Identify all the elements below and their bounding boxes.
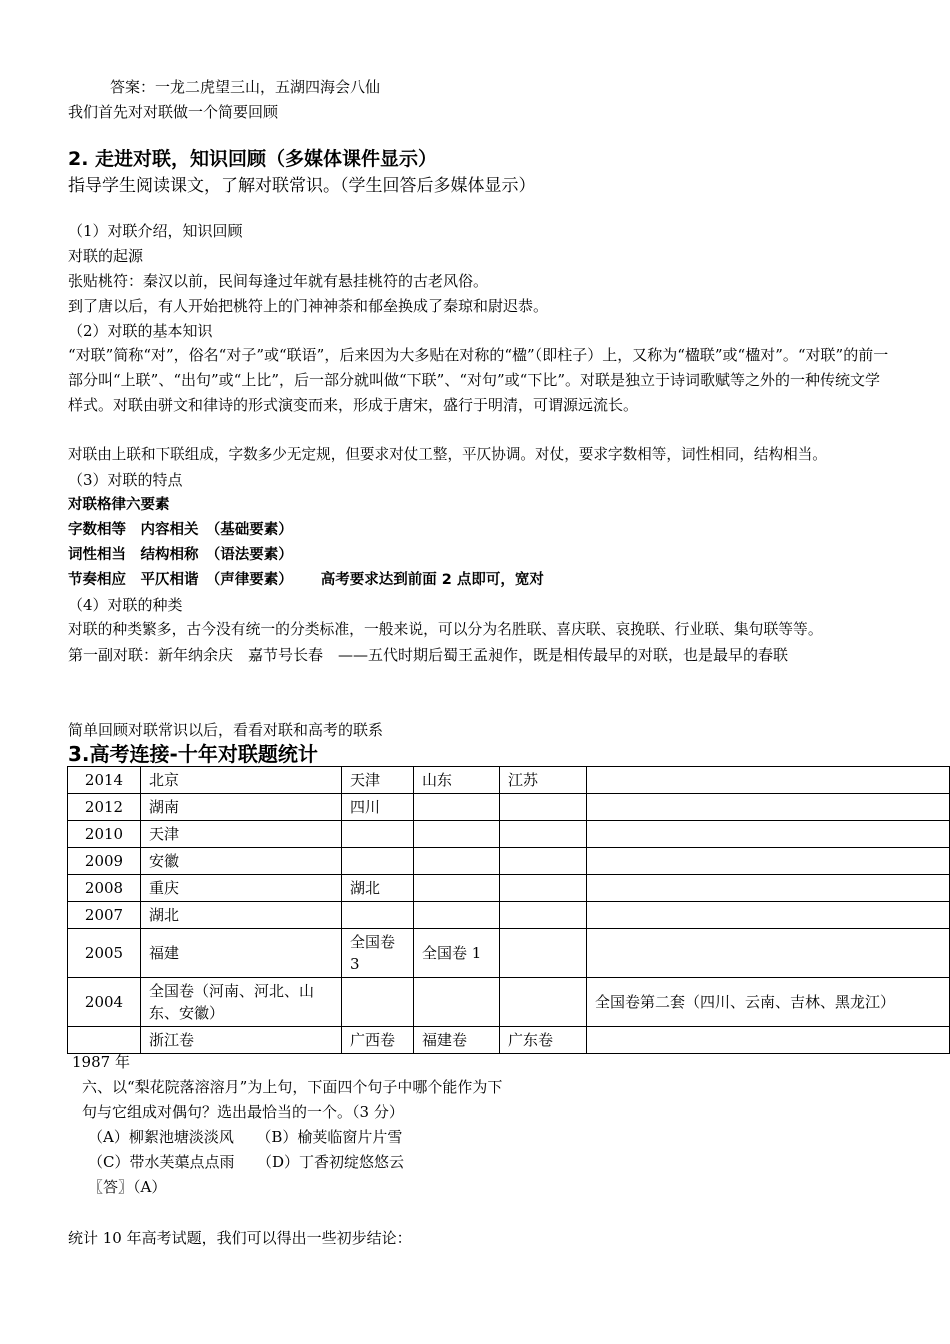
intro-line: 我们首先对对联做一个简要回顾: [68, 103, 279, 121]
section2-heading-rest: 指导学生阅读课文，了解对联常识。（学生回答后多媒体显示）: [68, 176, 536, 196]
table-row: [68, 875, 950, 902]
year-cell: 2004: [68, 978, 141, 1027]
part4-line2: 第一副对联：新年纳余庆 嘉节号长春 ——五代时期后蜀王孟昶作，既是相传最早的对联，也是最早的春联: [68, 646, 789, 664]
province-cell: 广东卷: [500, 1027, 587, 1054]
province-cell: 江苏: [500, 767, 587, 794]
province-cell: [500, 848, 587, 875]
province-cell: [414, 902, 500, 929]
part1-title: （1）对联介绍，知识回顾: [68, 222, 243, 240]
part1-line1: 张贴桃符：秦汉以前，民间每逢过年就有悬挂桃符的古老风俗。: [68, 272, 489, 290]
section3-heading: 3.高考连接-十年对联题统计: [68, 742, 318, 766]
province-cell: 四川: [342, 794, 414, 821]
province-cell: 湖北: [141, 902, 342, 929]
province-cell: [342, 902, 414, 929]
question-answer: 〖答〗（A）: [88, 1178, 167, 1196]
rule-2: 词性相当 结构相称 （语法要素）: [68, 547, 293, 563]
province-cell: [414, 978, 500, 1027]
province-cell: 北京: [141, 767, 342, 794]
year-cell: 2005: [68, 929, 141, 978]
year-cell: 2008: [68, 875, 141, 902]
province-cell: [414, 794, 500, 821]
part2-line: 对联由上联和下联组成，字数多少无定规，但要求对仗工整，平仄协调。对仗，要求字数相等，词性相同，结构相当。: [68, 446, 827, 463]
table-row: [68, 978, 950, 1027]
province-cell: [414, 821, 500, 848]
province-cell: [500, 978, 587, 1027]
year-cell: 2007: [68, 902, 141, 929]
province-cell: 福建卷: [414, 1027, 500, 1054]
province-cell: [500, 794, 587, 821]
province-cell: [414, 875, 500, 902]
part2-paragraph: “对联”简称“对”，俗名“对子”或“联语”，后来因为大多贴在对称的“楹”（即柱子）上，又称为“楹联”或“楹对”。“对联”的前一部分叫“上联”、“出句”或“上比”，后一部分就叫做“下联”、“对句”或“下比”。对联是独立于诗词歌赋等之外的一种传统文学样式。对联由骈文和律诗的形式演变而来，形成于唐宋，盛行于明清，可谓源远流长。: [68, 346, 889, 414]
conclusion-line: 统计 10 年高考试题，我们可以得出一些初步结论：: [68, 1229, 412, 1247]
province-cell: [342, 978, 414, 1027]
year-cell: [68, 1027, 141, 1054]
province-cell: [500, 875, 587, 902]
province-cell: 湖南: [141, 794, 342, 821]
province-cell: [500, 902, 587, 929]
rules-title: 对联格律六要素: [68, 497, 170, 513]
table-row: [68, 848, 950, 875]
year-cell: 2010: [68, 821, 141, 848]
table-row: [68, 767, 950, 794]
exam-note: 高考要求达到前面 2 点即可，宽对: [320, 572, 544, 588]
province-cell: [587, 794, 950, 821]
rule-1: 字数相等 内容相关 （基础要素）: [68, 522, 293, 538]
year-cell: 2014: [68, 767, 141, 794]
province-cell: 天津: [141, 821, 342, 848]
part1-origin: 对联的起源: [68, 247, 144, 265]
province-cell: 广西卷: [342, 1027, 414, 1054]
province-cell: 全国卷（河南、河北、山东、安徽）: [141, 978, 342, 1027]
transition-line: 简单回顾对联常识以后，看看对联和高考的联系: [68, 721, 384, 739]
province-cell: [587, 875, 950, 902]
year-cell: 2012: [68, 794, 141, 821]
province-cell: 全国卷 3: [342, 929, 414, 978]
answer-line: 答案：一龙二虎望三山，五湖四海会八仙: [110, 78, 381, 96]
province-cell: [587, 902, 950, 929]
table-row: [68, 1027, 950, 1054]
table-row: [68, 794, 950, 821]
province-cell: 全国卷 1: [414, 929, 500, 978]
province-cell: [587, 929, 950, 978]
part2-title: （2）对联的基本知识: [68, 322, 213, 340]
province-cell: [414, 848, 500, 875]
section2-heading-bold: 2. 走进对联，知识回顾（多媒体课件显示）: [68, 148, 438, 170]
province-cell: [587, 821, 950, 848]
rule-3-row: [68, 570, 544, 590]
part4-line1: 对联的种类繁多，古今没有统一的分类标准，一般来说，可以分为名胜联、喜庆联、哀挽联、行业联、集句联等等。: [68, 621, 823, 638]
province-cell: 全国卷第二套（四川、云南、吉林、黑龙江）: [587, 978, 950, 1027]
province-cell: 天津: [342, 767, 414, 794]
question-line2: 句与它组成对偶句？选出最恰当的一个。（3 分）: [82, 1103, 404, 1121]
province-cell: [342, 848, 414, 875]
question-year: 1987 年: [72, 1053, 130, 1071]
exam-stats-table: [67, 766, 950, 1054]
options-ab: （A）柳絮池塘淡淡风 （B）榆荚临窗片片雪: [88, 1128, 403, 1146]
options-cd: （C）带水芙蕖点点雨 （D）丁香初绽悠悠云: [88, 1153, 405, 1171]
year-cell: 2009: [68, 848, 141, 875]
province-cell: [500, 821, 587, 848]
province-cell: 湖北: [342, 875, 414, 902]
table-row: [68, 902, 950, 929]
question-line1: 六、以“梨花院落溶溶月”为上句，下面四个句子中哪个能作为下: [82, 1078, 503, 1096]
province-cell: 安徽: [141, 848, 342, 875]
table-row: [68, 929, 950, 978]
province-cell: 浙江卷: [141, 1027, 342, 1054]
table-row: [68, 821, 950, 848]
province-cell: 山东: [414, 767, 500, 794]
province-cell: [587, 848, 950, 875]
part1-line2: 到了唐以后，有人开始把桃符上的门神神荼和郁垒换成了秦琼和尉迟恭。: [68, 297, 549, 315]
province-cell: 福建: [141, 929, 342, 978]
rule-3: 节奏相应 平仄相谐 （声律要素）: [68, 572, 293, 588]
province-cell: [342, 821, 414, 848]
part3-title: （3）对联的特点: [68, 471, 183, 489]
province-cell: [500, 929, 587, 978]
section2-heading: [68, 146, 898, 199]
province-cell: [587, 767, 950, 794]
part4-title: （4）对联的种类: [68, 596, 183, 614]
province-cell: 重庆: [141, 875, 342, 902]
province-cell: [587, 1027, 950, 1054]
